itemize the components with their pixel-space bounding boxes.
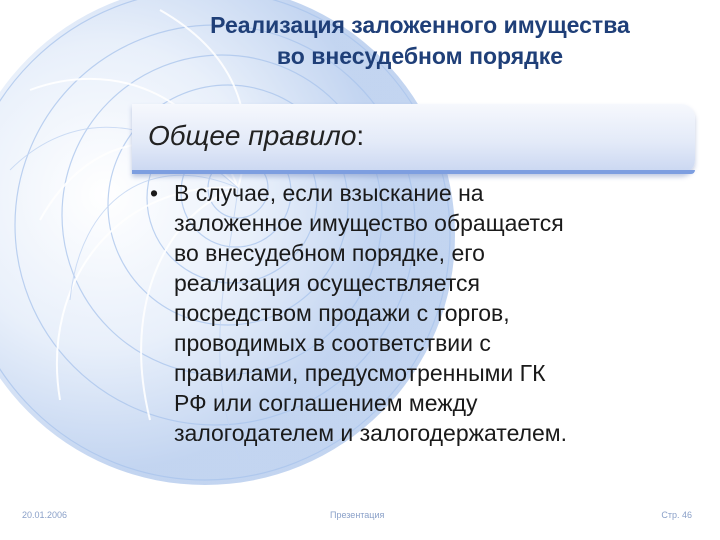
bullet-item-text bbox=[174, 178, 684, 448]
slide-title-line-1: Реализация заложенного имущества bbox=[210, 12, 630, 38]
footer-page-number: Стр. 46 bbox=[661, 510, 692, 520]
slide-title bbox=[130, 10, 710, 72]
footer-presentation-label: Презентация bbox=[330, 510, 385, 520]
bullet-line: РФ или соглашением между bbox=[174, 390, 478, 416]
bullet-line: залогодателем и залогодержателем. bbox=[174, 420, 568, 446]
subtitle-heading bbox=[148, 120, 364, 152]
footer-date: 20.01.2006 bbox=[22, 510, 68, 520]
bullet-line: правилами, предусмотренными ГК bbox=[174, 360, 546, 386]
subtitle-colon: : bbox=[356, 120, 365, 151]
bullet-marker: • bbox=[150, 180, 159, 206]
slide-title-line-2: во внесудебном порядке bbox=[276, 43, 564, 69]
bullet-line: проводимых в соответствии с bbox=[174, 330, 491, 356]
bullet-line: В случае, если взыскание на bbox=[174, 180, 484, 206]
bullet-line: заложенное имущество обращается bbox=[174, 210, 564, 236]
bullet-line: реализация осуществляется bbox=[174, 270, 480, 296]
bullet-line: посредством продажи с торгов, bbox=[174, 300, 510, 326]
subtitle-accent-stripe bbox=[132, 170, 695, 174]
subtitle-label: Общее правило bbox=[148, 120, 357, 151]
bullet-line: во внесудебном порядке, его bbox=[174, 240, 485, 266]
